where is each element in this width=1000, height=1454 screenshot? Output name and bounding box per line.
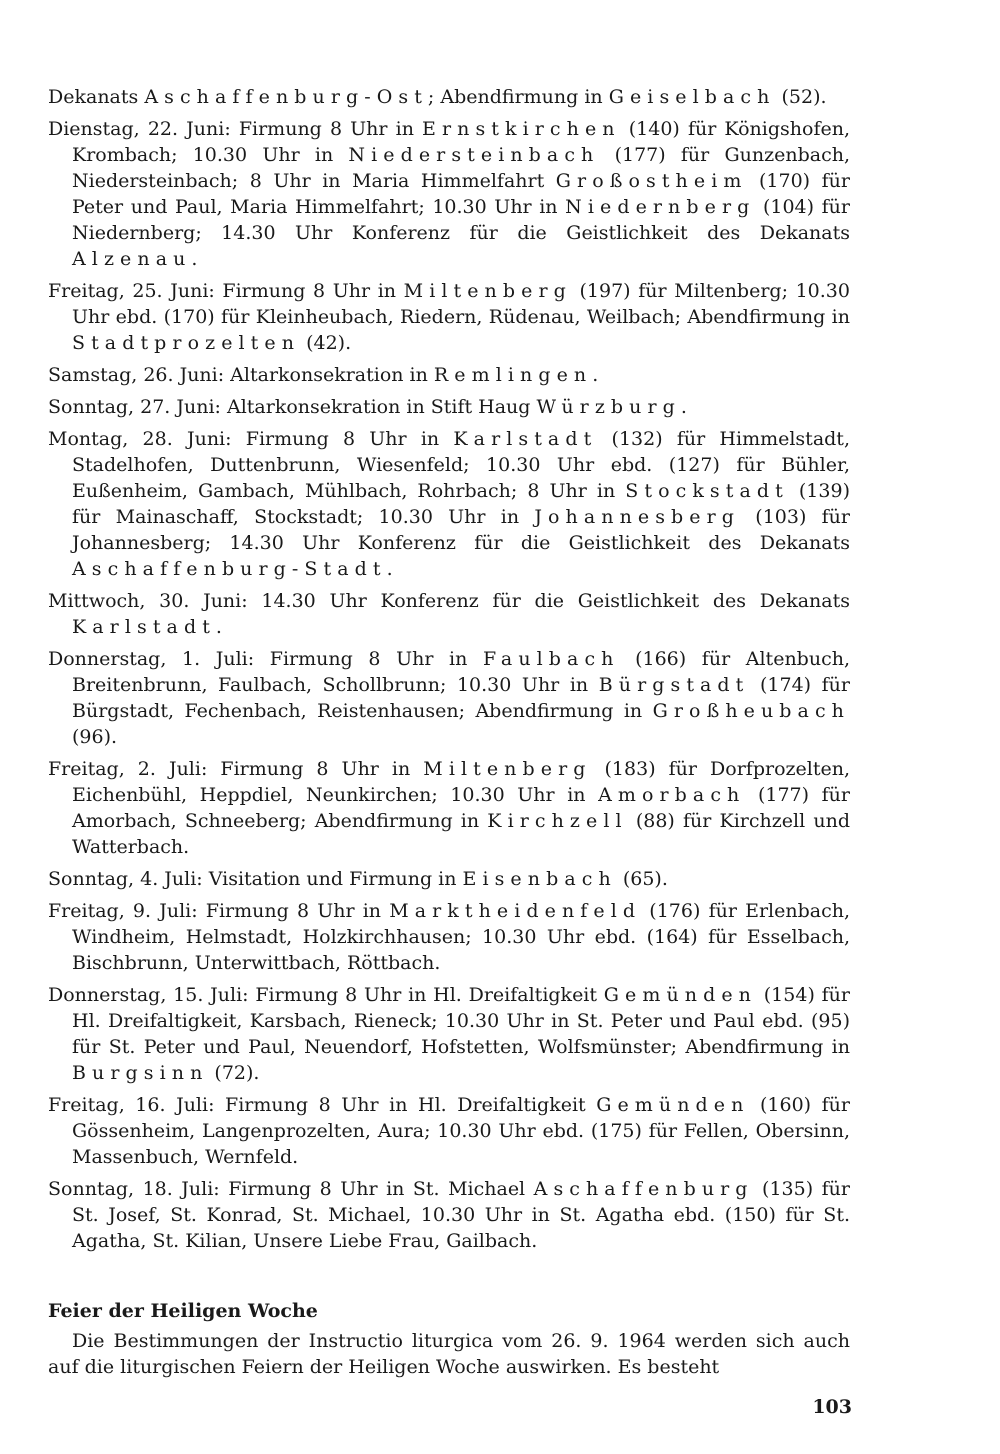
page-body [48, 84, 850, 1380]
entry-text: (183) für Dorfprozelten, Eichenbühl, Heppdiel, Neunkirchen; 10.30 Uhr in [72, 758, 850, 806]
entry-text: . [592, 364, 599, 386]
place-name: Johannesberg [534, 506, 741, 528]
entry-text: Montag, 28. Juni: Firmung 8 Uhr in [48, 428, 454, 450]
place-name: Kirchzell [487, 810, 628, 832]
place-name: Amorbach [598, 784, 746, 806]
entry-text: Freitag, 2. Juli: Firmung 8 Uhr in [48, 758, 424, 780]
schedule-entry [48, 646, 850, 750]
schedule-entry [48, 756, 850, 860]
place-name: Niedersteinbach [348, 144, 600, 166]
entry-text: ; Abendfirmung in [427, 86, 609, 108]
schedule-entry [48, 1176, 850, 1254]
place-name: Eisenbach [462, 868, 617, 890]
schedule-entry [48, 588, 850, 640]
entry-text: (177) für Amorbach, Schneeberg; Abendfirmung in [72, 784, 850, 832]
entry-text: Donnerstag, 15. Juli: Firmung 8 Uhr in Hl. Dreifaltigkeit [48, 984, 604, 1006]
schedule-list [48, 84, 850, 1254]
entry-text: (140) für Königshofen, Krombach; 10.30 Uhr in [72, 118, 850, 166]
entry-text: (103) für Johannesberg; 14.30 Uhr Konferenz für die Geistlichkeit des Dekanats [72, 506, 850, 554]
entry-text: . [386, 558, 393, 580]
entry-text: (135) für St. Josef, St. Konrad, St. Michael, 10.30 Uhr in St. Agatha ebd. (150) für St. Agatha, St. Kilian, Unsere Liebe Frau, Gailbach. [72, 1178, 850, 1252]
place-name: Miltenberg [423, 758, 592, 780]
entry-text: (96). [72, 726, 118, 748]
place-name: Würzburg [536, 396, 681, 418]
place-name: Karlstadt [72, 616, 216, 638]
entry-text: (170) für Peter und Paul, Maria Himmelfahrt; 10.30 Uhr in [72, 170, 850, 218]
entry-text: Freitag, 9. Juli: Firmung 8 Uhr in [48, 900, 390, 922]
entry-text: (139) für Mainaschaff, Stockstadt; 10.30 Uhr in [72, 480, 850, 528]
schedule-entry [48, 84, 850, 110]
entry-text: (72). [208, 1062, 260, 1084]
entry-text: (52). [775, 86, 827, 108]
entry-text: . [191, 248, 198, 270]
place-name: Remlingen [433, 364, 593, 386]
schedule-entry [48, 898, 850, 976]
schedule-entry [48, 982, 850, 1086]
entry-text: (65). [616, 868, 668, 890]
entry-text: (104) für Niedernberg; 14.30 Uhr Konferenz für die Geistlichkeit des Dekanats [72, 196, 850, 244]
place-name: Geiselbach [608, 86, 776, 108]
entry-text: Samstag, 26. Juni: Altarkonsekration in [48, 364, 434, 386]
page-number: 103 [812, 1396, 852, 1418]
entry-text: Donnerstag, 1. Juli: Firmung 8 Uhr in [48, 648, 483, 670]
schedule-entry [48, 394, 850, 420]
schedule-entry [48, 426, 850, 582]
place-name: Ernstkirchen [422, 118, 621, 140]
schedule-entry [48, 116, 850, 272]
schedule-entry [48, 866, 850, 892]
place-name: Alzenau [72, 248, 192, 270]
entry-text: Freitag, 16. Juli: Firmung 8 Uhr in Hl. Dreifaltigkeit [48, 1094, 597, 1116]
schedule-entry [48, 362, 850, 388]
place-name: Gemünden [596, 1094, 750, 1116]
schedule-entry [48, 1092, 850, 1170]
section-paragraph: Die Bestimmungen der Instructio liturgica vom 26. 9. 1964 werden sich auch auf die liturgischen Feiern der Heiligen Woche auswirken. Es besteht [48, 1330, 850, 1378]
place-name: Aschaffenburg-Stadt [72, 558, 387, 580]
entry-text: (42). [300, 332, 352, 354]
section-heading: Feier der Heiligen Woche [48, 1300, 318, 1322]
entry-text: (132) für Himmelstadt, Stadelhofen, Duttenbrunn, Wiesenfeld; 10.30 Uhr ebd. (127) für Bühler, Eußenheim, Gambach, Mühlbach, Rohrbach; 8 Uhr in [72, 428, 850, 502]
place-name: Großostheim [555, 170, 748, 192]
place-name: Marktheidenfeld [389, 900, 642, 922]
place-name: Stockstadt [625, 480, 789, 502]
place-name: Bürgstadt [598, 674, 750, 696]
place-name: Niedernberg [565, 196, 756, 218]
entry-text: Dienstag, 22. Juni: Firmung 8 Uhr in [48, 118, 423, 140]
schedule-entry [48, 278, 850, 356]
place-name: Stadtprozelten [72, 332, 301, 354]
entry-text: . [215, 616, 222, 638]
entry-text: Sonntag, 18. Juli: Firmung 8 Uhr in St. Michael [48, 1178, 534, 1200]
entry-text: Freitag, 25. Juni: Firmung 8 Uhr in [48, 280, 404, 302]
entry-text: (177) für Gunzenbach, Niedersteinbach; 8 Uhr in Maria Himmelfahrt [72, 144, 850, 192]
place-name: Karlstadt [453, 428, 598, 450]
place-name: Burgsinn [72, 1062, 209, 1084]
entry-text: . [680, 396, 687, 418]
place-name: Großheubach [652, 700, 850, 722]
entry-text: Mittwoch, 30. Juni: 14.30 Uhr Konferenz für die Geistlichkeit des Dekanats [48, 590, 850, 612]
place-name: Aschaffenburg [533, 1178, 754, 1200]
entry-text: (166) für Altenbuch, Breitenbrunn, Faulbach, Schollbrunn; 10.30 Uhr in [72, 648, 850, 696]
place-name: Faulbach [482, 648, 620, 670]
entry-text: Sonntag, 27. Juni: Altarkonsekration in Stift Haug [48, 396, 537, 418]
entry-text: (160) für Gössenheim, Langenprozelten, Aura; 10.30 Uhr ebd. (175) für Fellen, Obersinn, Massenbuch, Wernfeld. [72, 1094, 850, 1168]
entry-text: (197) für Miltenberg; 10.30 Uhr ebd. (170) für Kleinheubach, Riedern, Rüdenau, Weilbach; Abendfirmung in [72, 280, 850, 328]
place-name: Aschaffenburg-Ost [144, 86, 428, 108]
entry-text: (154) für Hl. Dreifaltigkeit, Karsbach, Rieneck; 10.30 Uhr in St. Peter und Paul ebd. (95) für St. Peter und Paul, Neuendorf, Hofstetten, Wolfsmünster; Abendfirmung in [72, 984, 850, 1058]
entry-text: (176) für Erlenbach, Windheim, Helmstadt, Holzkirchhausen; 10.30 Uhr ebd. (164) für Esselbach, Bischbrunn, Unterwittbach, Röttbach. [72, 900, 851, 974]
entry-text: Sonntag, 4. Juli: Visitation und Firmung in [48, 868, 463, 890]
entry-text: Dekanats [48, 86, 145, 108]
place-name: Miltenberg [403, 280, 572, 302]
place-name: Gemünden [603, 984, 757, 1006]
entry-text: (174) für Bürgstadt, Fechenbach, Reistenhausen; Abendfirmung in [72, 674, 850, 722]
entry-text: (88) für Kirchzell und Watterbach. [72, 810, 850, 858]
